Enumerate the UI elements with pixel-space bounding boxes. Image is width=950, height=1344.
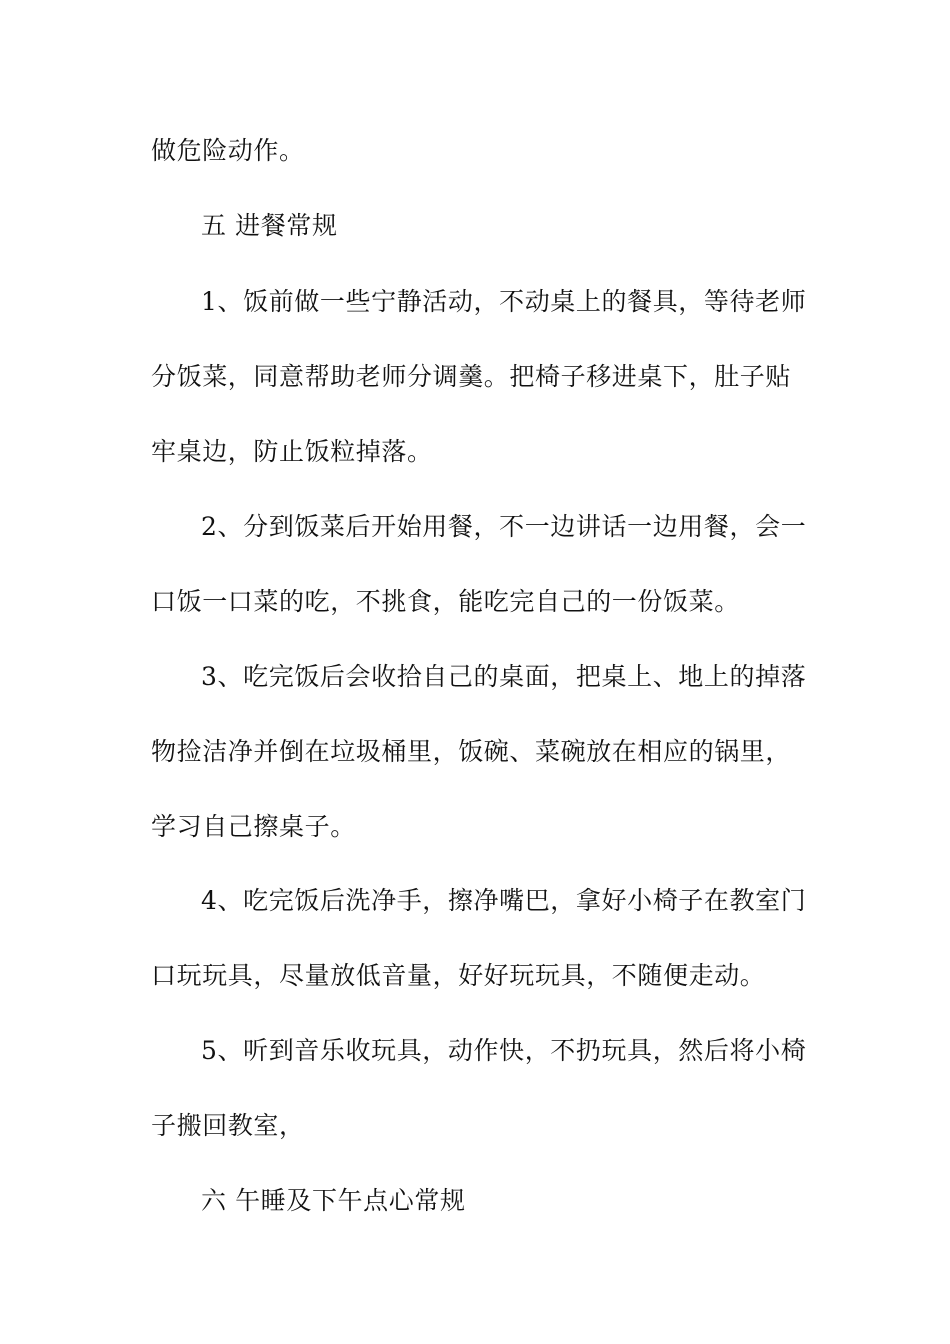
paragraph-line: 子搬回教室， [151,1111,305,1140]
paragraph-line: 4、吃完饭后洗净手，擦净嘴巴，拿好小椅子在教室门 [201,886,807,915]
paragraph-line: 学习自己擦桌子。 [151,812,356,841]
paragraph-line: 分饭菜，同意帮助老师分调羹。把椅子移进桌下，肚子贴 [151,362,792,391]
paragraph-line: 3、吃完饭后会收拾自己的桌面，把桌上、地上的掉落 [201,662,807,691]
paragraph-line: 2、分到饭菜后开始用餐，不一边讲话一边用餐，会一 [201,512,807,541]
paragraph-line: 口饭一口菜的吃，不挑食，能吃完自己的一份饭菜。 [151,587,740,616]
section-heading-dining: 五 进餐常规 [201,211,338,240]
paragraph-line: 牢桌边，防止饭粒掉落。 [151,437,433,466]
paragraph-line: 口玩玩具，尽量放低音量，好好玩玩具，不随便走动。 [151,961,766,990]
paragraph-line: 5、听到音乐收玩具，动作快，不扔玩具，然后将小椅 [201,1036,807,1065]
section-heading-nap: 六 午睡及下午点心常规 [201,1186,466,1215]
paragraph-line: 做危险动作。 [151,136,305,165]
paragraph-line: 1、饭前做一些宁静活动，不动桌上的餐具，等待老师 [201,287,807,316]
paragraph-line: 物捡洁净并倒在垃圾桶里，饭碗、菜碗放在相应的锅里， [151,737,792,766]
